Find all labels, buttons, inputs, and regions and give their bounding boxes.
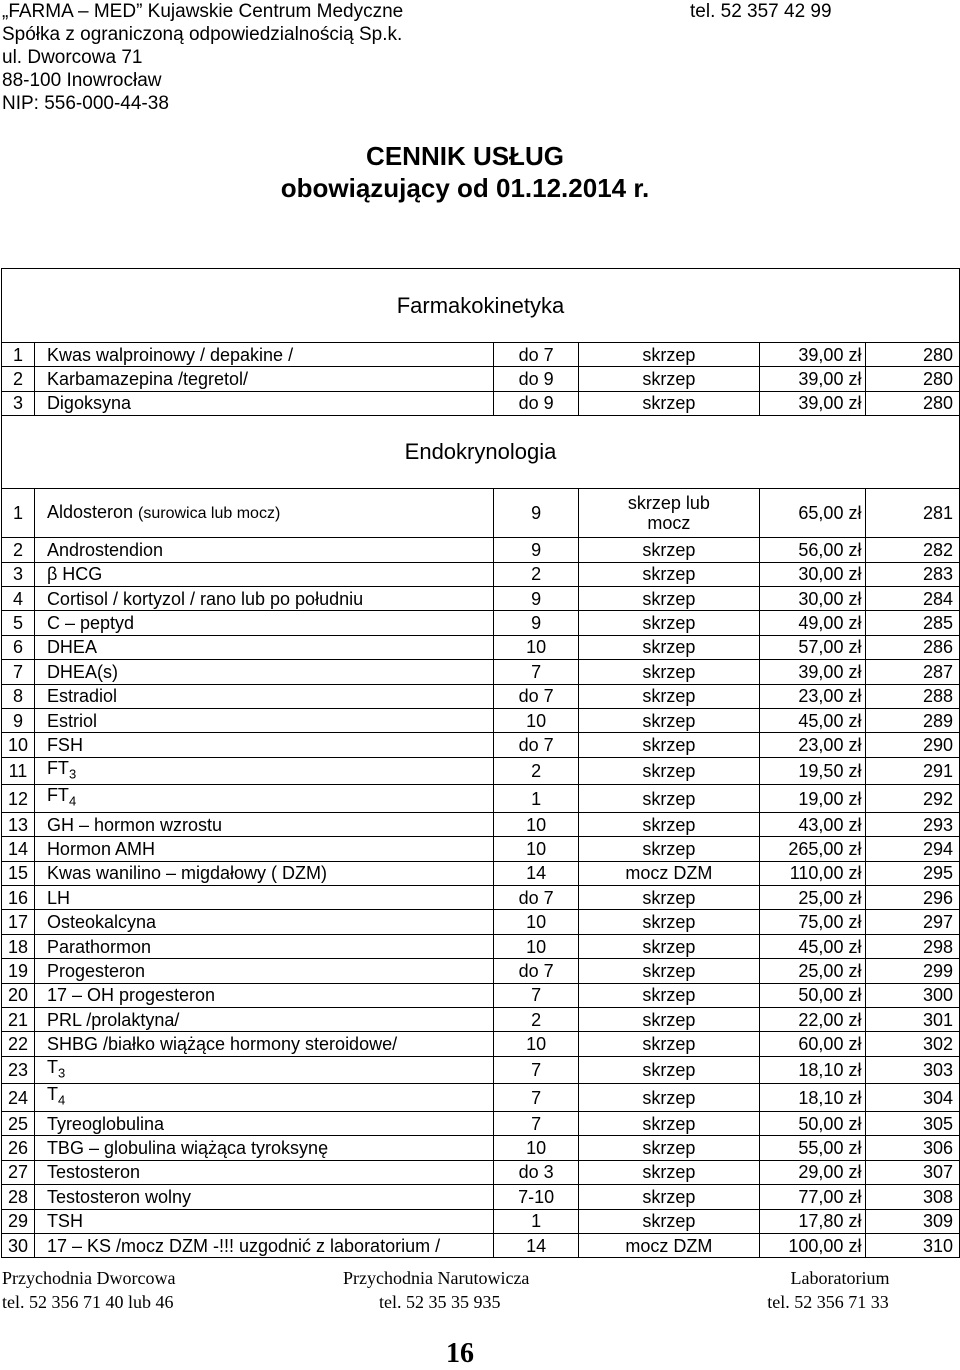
test-name xyxy=(34,757,493,785)
table-row xyxy=(2,611,960,635)
test-name-text: Estradiol xyxy=(46,686,117,707)
turnaround-days: 7 xyxy=(494,1056,579,1084)
footer-laboratorium-name: Laboratorium xyxy=(790,1268,890,1288)
test-price: 60,00 zł xyxy=(759,1032,866,1056)
test-name xyxy=(34,1084,493,1112)
turnaround-days: 9 xyxy=(494,611,579,635)
sample-material: mocz DZM xyxy=(579,1233,760,1257)
turnaround-days: 1 xyxy=(494,785,579,813)
table-row xyxy=(2,934,960,958)
section-header-row xyxy=(2,269,960,343)
row-number: 12 xyxy=(2,785,35,813)
row-number: 17 xyxy=(2,910,35,934)
test-code: 305 xyxy=(866,1111,960,1135)
turnaround-days: do 9 xyxy=(494,367,579,391)
test-price: 39,00 zł xyxy=(759,367,866,391)
sample-material: skrzep xyxy=(579,1084,760,1112)
test-name xyxy=(34,391,493,415)
test-name xyxy=(34,586,493,610)
footer-laboratorium xyxy=(758,1266,898,1314)
test-name-text: Estriol xyxy=(46,710,97,731)
turnaround-days: 10 xyxy=(494,635,579,659)
row-number: 24 xyxy=(2,1084,35,1112)
section-title: Farmakokinetyka xyxy=(2,269,960,343)
company-form: Spółka z ograniczoną odpowiedzialnością Sp.k. xyxy=(2,24,403,45)
test-code: 301 xyxy=(866,1008,960,1032)
test-price: 30,00 zł xyxy=(759,562,866,586)
sample-material: skrzep xyxy=(579,635,760,659)
row-number: 20 xyxy=(2,983,35,1007)
test-name xyxy=(34,635,493,659)
test-name-subscript: 4 xyxy=(68,793,77,809)
turnaround-days: 10 xyxy=(494,812,579,836)
test-name xyxy=(34,959,493,983)
test-price: 55,00 zł xyxy=(759,1136,866,1160)
row-number: 5 xyxy=(2,611,35,635)
test-price: 75,00 zł xyxy=(759,910,866,934)
test-name-text: Tyreoglobulina xyxy=(46,1113,165,1134)
sample-material: skrzep xyxy=(579,1160,760,1184)
turnaround-days: 7 xyxy=(494,1111,579,1135)
page-title: CENNIK USŁUG xyxy=(366,141,564,171)
test-code: 280 xyxy=(866,343,960,367)
sample-material: skrzep xyxy=(579,1209,760,1233)
test-name-text: Kwas wanilino – migdałowy ( DZM) xyxy=(46,863,328,884)
footer-narutowicza xyxy=(343,1266,529,1314)
turnaround-days: 7 xyxy=(494,983,579,1007)
test-name xyxy=(34,1185,493,1209)
test-code: 293 xyxy=(866,812,960,836)
table-row xyxy=(2,684,960,708)
test-code: 303 xyxy=(866,1056,960,1084)
footer-dworcowa-tel: tel. 52 356 71 40 lub 46 xyxy=(2,1292,174,1312)
test-code: 286 xyxy=(866,635,960,659)
sample-material: mocz DZM xyxy=(579,861,760,885)
row-number: 15 xyxy=(2,861,35,885)
turnaround-days: 10 xyxy=(494,934,579,958)
test-name xyxy=(34,538,493,562)
test-price: 17,80 zł xyxy=(759,1209,866,1233)
test-note: (surowica lub mocz) xyxy=(138,505,281,523)
test-code: 310 xyxy=(866,1233,960,1257)
test-name xyxy=(34,910,493,934)
test-price: 65,00 zł xyxy=(759,489,866,538)
row-number: 2 xyxy=(2,367,35,391)
test-price: 100,00 zł xyxy=(759,1233,866,1257)
test-price: 265,00 zł xyxy=(759,837,866,861)
test-name-subscript: 3 xyxy=(68,766,77,782)
table-row xyxy=(2,983,960,1007)
row-number: 27 xyxy=(2,1160,35,1184)
test-name xyxy=(34,837,493,861)
test-price: 39,00 zł xyxy=(759,343,866,367)
clinic-header xyxy=(2,0,403,115)
row-number: 3 xyxy=(2,391,35,415)
sample-material: skrzep xyxy=(579,812,760,836)
test-price: 29,00 zł xyxy=(759,1160,866,1184)
sample-material: skrzep xyxy=(579,708,760,732)
sample-material: skrzep xyxy=(579,1008,760,1032)
test-price: 49,00 zł xyxy=(759,611,866,635)
table-row xyxy=(2,1185,960,1209)
sample-material: skrzep xyxy=(579,837,760,861)
test-code: 297 xyxy=(866,910,960,934)
test-code: 302 xyxy=(866,1032,960,1056)
turnaround-days: 7 xyxy=(494,660,579,684)
turnaround-days: 14 xyxy=(494,861,579,885)
test-name-text: Progesteron xyxy=(46,960,145,981)
test-name-text: Cortisol / kortyzol / rano lub po południu xyxy=(46,588,364,609)
test-name xyxy=(34,1032,493,1056)
sample-material: skrzep xyxy=(579,983,760,1007)
row-number: 9 xyxy=(2,708,35,732)
footer-laboratorium-tel: tel. 52 356 71 33 xyxy=(767,1292,889,1312)
row-number: 7 xyxy=(2,660,35,684)
table-row xyxy=(2,861,960,885)
turnaround-days: do 7 xyxy=(494,733,579,757)
test-name-subscript: 4 xyxy=(57,1092,66,1108)
test-price: 23,00 zł xyxy=(759,733,866,757)
sample-material: skrzep xyxy=(579,1136,760,1160)
row-number: 22 xyxy=(2,1032,35,1056)
row-number: 28 xyxy=(2,1185,35,1209)
sample-material: skrzep xyxy=(579,660,760,684)
test-price: 19,00 zł xyxy=(759,785,866,813)
sample-material: skrzep xyxy=(579,959,760,983)
sample-material: skrzep xyxy=(579,562,760,586)
test-code: 296 xyxy=(866,886,960,910)
row-number: 8 xyxy=(2,684,35,708)
test-code: 309 xyxy=(866,1209,960,1233)
test-code: 280 xyxy=(866,367,960,391)
test-price: 77,00 zł xyxy=(759,1185,866,1209)
test-name xyxy=(34,861,493,885)
test-code: 290 xyxy=(866,733,960,757)
sample-material: skrzep xyxy=(579,684,760,708)
sample-material: skrzep xyxy=(579,1056,760,1084)
test-price: 18,10 zł xyxy=(759,1056,866,1084)
sample-material: skrzep xyxy=(579,343,760,367)
row-number: 19 xyxy=(2,959,35,983)
row-number: 13 xyxy=(2,812,35,836)
turnaround-days: 10 xyxy=(494,1032,579,1056)
turnaround-days: do 9 xyxy=(494,391,579,415)
turnaround-days: 9 xyxy=(494,538,579,562)
row-number: 1 xyxy=(2,489,35,538)
test-name-text: C – peptyd xyxy=(46,613,134,634)
test-price: 45,00 zł xyxy=(759,708,866,732)
test-name-text: Karbamazepina /tegretol/ xyxy=(46,369,249,390)
section-title: Endokrynologia xyxy=(2,416,960,489)
test-name xyxy=(34,1160,493,1184)
table-row xyxy=(2,1209,960,1233)
postal-city: 88-100 Inowrocław xyxy=(2,70,162,91)
table-row xyxy=(2,886,960,910)
table-row xyxy=(2,757,960,785)
turnaround-days: do 7 xyxy=(494,959,579,983)
table-row xyxy=(2,562,960,586)
test-name xyxy=(34,684,493,708)
footer-narutowicza-tel: tel. 52 35 35 935 xyxy=(379,1292,501,1312)
row-number: 2 xyxy=(2,538,35,562)
test-name xyxy=(34,934,493,958)
test-name-text: T xyxy=(46,1056,58,1077)
sample-material: skrzep xyxy=(579,1111,760,1135)
table-row xyxy=(2,635,960,659)
test-name xyxy=(34,367,493,391)
test-name xyxy=(34,611,493,635)
test-code: 281 xyxy=(866,489,960,538)
test-code: 298 xyxy=(866,934,960,958)
table-row xyxy=(2,708,960,732)
turnaround-days: 10 xyxy=(494,837,579,861)
test-name-text: FSH xyxy=(46,734,83,755)
table-row xyxy=(2,785,960,813)
sample-material: skrzep xyxy=(579,733,760,757)
test-price: 39,00 zł xyxy=(759,391,866,415)
test-code: 304 xyxy=(866,1084,960,1112)
test-name xyxy=(34,785,493,813)
row-number: 6 xyxy=(2,635,35,659)
turnaround-days: 2 xyxy=(494,562,579,586)
test-price: 30,00 zł xyxy=(759,586,866,610)
table-row xyxy=(2,837,960,861)
test-code: 306 xyxy=(866,1136,960,1160)
table-row xyxy=(2,1032,960,1056)
test-price: 50,00 zł xyxy=(759,1111,866,1135)
test-name-text: DHEA(s) xyxy=(46,661,118,682)
row-number: 1 xyxy=(2,343,35,367)
test-price: 22,00 zł xyxy=(759,1008,866,1032)
test-code: 307 xyxy=(866,1160,960,1184)
turnaround-days: 7-10 xyxy=(494,1185,579,1209)
turnaround-days: 10 xyxy=(494,1136,579,1160)
test-name xyxy=(34,343,493,367)
test-code: 300 xyxy=(866,983,960,1007)
test-name-text: LH xyxy=(46,887,70,908)
test-name-text: Aldosteron xyxy=(46,502,133,523)
test-name xyxy=(34,983,493,1007)
header-phone: tel. 52 357 42 99 xyxy=(690,1,832,22)
test-code: 283 xyxy=(866,562,960,586)
sample-material: skrzep xyxy=(579,785,760,813)
test-name-text: GH – hormon wzrostu xyxy=(46,814,222,835)
test-name-text: Parathormon xyxy=(46,936,151,957)
row-number: 29 xyxy=(2,1209,35,1233)
table-row xyxy=(2,367,960,391)
turnaround-days: 1 xyxy=(494,1209,579,1233)
table-row xyxy=(2,1136,960,1160)
test-name-text: DHEA xyxy=(46,637,97,658)
test-price: 19,50 zł xyxy=(759,757,866,785)
sample-material: skrzep xyxy=(579,757,760,785)
test-code: 287 xyxy=(866,660,960,684)
test-name xyxy=(34,562,493,586)
test-name xyxy=(34,489,493,538)
test-name-text: Testosteron wolny xyxy=(46,1186,192,1207)
test-name-text: Hormon AMH xyxy=(46,838,155,859)
table-row xyxy=(2,489,960,538)
test-code: 295 xyxy=(866,861,960,885)
test-name-text: SHBG /białko wiążące hormony steroidowe/ xyxy=(46,1034,398,1055)
footer-dworcowa xyxy=(2,1266,175,1314)
turnaround-days: 2 xyxy=(494,757,579,785)
row-number: 25 xyxy=(2,1111,35,1135)
turnaround-days: 9 xyxy=(494,489,579,538)
test-name-text: FT xyxy=(46,757,69,778)
turnaround-days: do 7 xyxy=(494,684,579,708)
test-name xyxy=(34,1056,493,1084)
table-row xyxy=(2,1084,960,1112)
table-row xyxy=(2,1160,960,1184)
test-name-text: 17 – KS /mocz DZM -!!! uzgodnić z laboratorium / xyxy=(46,1235,441,1256)
table-row xyxy=(2,1056,960,1084)
test-name-text: Osteokalcyna xyxy=(46,912,156,933)
test-name-text: TSH xyxy=(46,1211,83,1232)
row-number: 21 xyxy=(2,1008,35,1032)
test-price: 18,10 zł xyxy=(759,1084,866,1112)
sample-material: skrzep xyxy=(579,910,760,934)
test-name xyxy=(34,886,493,910)
test-name-text: FT xyxy=(46,785,69,806)
row-number: 4 xyxy=(2,586,35,610)
row-number: 23 xyxy=(2,1056,35,1084)
row-number: 18 xyxy=(2,934,35,958)
table-row xyxy=(2,538,960,562)
sample-material: skrzep xyxy=(579,1032,760,1056)
footer-narutowicza-name: Przychodnia Narutowicza xyxy=(343,1268,530,1288)
table-row xyxy=(2,586,960,610)
test-name-text: TBG – globulina wiążąca tyroksynę xyxy=(46,1138,329,1159)
section-header-row xyxy=(2,416,960,489)
clinic-name: „FARMA – MED” Kujawskie Centrum Medyczne xyxy=(2,1,404,22)
test-name xyxy=(34,733,493,757)
test-code: 285 xyxy=(866,611,960,635)
test-name-subscript: 3 xyxy=(57,1065,66,1081)
test-name-text: PRL /prolaktyna/ xyxy=(46,1009,180,1030)
turnaround-days: do 3 xyxy=(494,1160,579,1184)
sample-material: skrzep xyxy=(579,1185,760,1209)
test-code: 294 xyxy=(866,837,960,861)
test-price: 50,00 zł xyxy=(759,983,866,1007)
row-number: 30 xyxy=(2,1233,35,1257)
test-name xyxy=(34,1111,493,1135)
test-name xyxy=(34,708,493,732)
table-row xyxy=(2,660,960,684)
test-price: 25,00 zł xyxy=(759,886,866,910)
test-name xyxy=(34,1008,493,1032)
price-table xyxy=(1,268,960,1258)
test-code: 288 xyxy=(866,684,960,708)
test-code: 299 xyxy=(866,959,960,983)
sample-material: skrzep xyxy=(579,367,760,391)
test-name xyxy=(34,812,493,836)
row-number: 11 xyxy=(2,757,35,785)
test-name xyxy=(34,1233,493,1257)
test-name-text: Digoksyna xyxy=(46,393,131,414)
test-name xyxy=(34,660,493,684)
test-code: 291 xyxy=(866,757,960,785)
table-row xyxy=(2,959,960,983)
test-code: 308 xyxy=(866,1185,960,1209)
test-price: 110,00 zł xyxy=(759,861,866,885)
test-code: 292 xyxy=(866,785,960,813)
row-number: 14 xyxy=(2,837,35,861)
sample-material: skrzep xyxy=(579,886,760,910)
footer-dworcowa-name: Przychodnia Dworcowa xyxy=(2,1268,176,1288)
tax-id: NIP: 556-000-44-38 xyxy=(2,93,169,114)
test-name-text: T xyxy=(46,1084,58,1105)
turnaround-days: do 7 xyxy=(494,886,579,910)
page-number: 16 xyxy=(446,1338,474,1369)
turnaround-days: 7 xyxy=(494,1084,579,1112)
row-number: 3 xyxy=(2,562,35,586)
sample-material: skrzep xyxy=(579,391,760,415)
test-code: 280 xyxy=(866,391,960,415)
test-price: 25,00 zł xyxy=(759,959,866,983)
test-name-text: 17 – OH progesteron xyxy=(46,985,216,1006)
turnaround-days: 2 xyxy=(494,1008,579,1032)
sample-material: skrzep xyxy=(579,586,760,610)
turnaround-days: 10 xyxy=(494,708,579,732)
turnaround-days: 9 xyxy=(494,586,579,610)
sample-material: skrzep xyxy=(579,538,760,562)
table-row xyxy=(2,812,960,836)
turnaround-days: do 7 xyxy=(494,343,579,367)
table-row xyxy=(2,391,960,415)
row-number: 16 xyxy=(2,886,35,910)
test-price: 39,00 zł xyxy=(759,660,866,684)
row-number: 10 xyxy=(2,733,35,757)
test-name-text: Androstendion xyxy=(46,539,164,560)
table-row xyxy=(2,1233,960,1257)
test-price: 43,00 zł xyxy=(759,812,866,836)
street-address: ul. Dworcowa 71 xyxy=(2,47,143,68)
test-name-text: β HCG xyxy=(46,564,103,585)
test-price: 45,00 zł xyxy=(759,934,866,958)
page-subtitle: obowiązujący od 01.12.2014 r. xyxy=(280,173,650,203)
test-name xyxy=(34,1136,493,1160)
row-number: 26 xyxy=(2,1136,35,1160)
table-row xyxy=(2,733,960,757)
sample-material: skrzep xyxy=(579,611,760,635)
table-row xyxy=(2,1008,960,1032)
test-code: 282 xyxy=(866,538,960,562)
price-table-body xyxy=(2,269,960,1258)
test-price: 23,00 zł xyxy=(759,684,866,708)
test-name xyxy=(34,1209,493,1233)
table-row xyxy=(2,910,960,934)
table-row xyxy=(2,343,960,367)
turnaround-days: 14 xyxy=(494,1233,579,1257)
table-row xyxy=(2,1111,960,1135)
test-name-text: Testosteron xyxy=(46,1162,140,1183)
test-code: 284 xyxy=(866,586,960,610)
sample-material: skrzep xyxy=(579,934,760,958)
sample-material: skrzep lub mocz xyxy=(579,489,760,538)
test-price: 57,00 zł xyxy=(759,635,866,659)
test-name-text: Kwas walproinowy / depakine / xyxy=(46,344,294,365)
turnaround-days: 10 xyxy=(494,910,579,934)
test-price: 56,00 zł xyxy=(759,538,866,562)
test-code: 289 xyxy=(866,708,960,732)
